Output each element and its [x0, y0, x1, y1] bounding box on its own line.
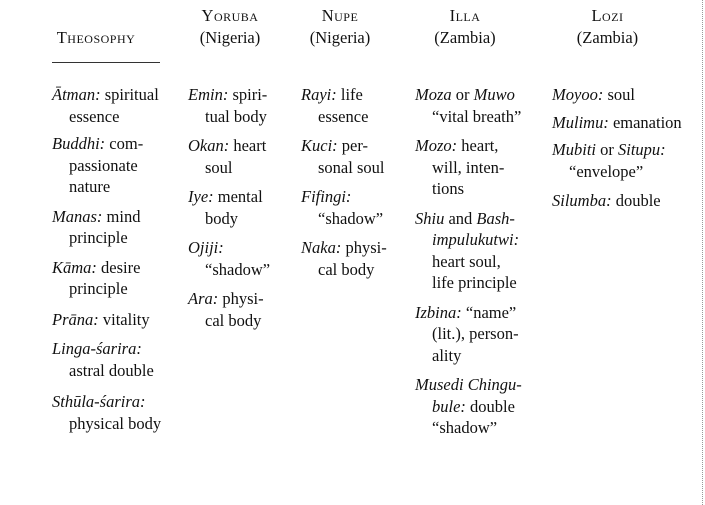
term-entry [52, 133, 161, 198]
entry-continuation-line [415, 272, 522, 294]
term-definition: “shadow” [432, 418, 498, 437]
entry-first-line [52, 84, 161, 106]
term-entry [188, 84, 270, 127]
column-header-1 [40, 27, 152, 49]
table-column-1 [52, 84, 161, 434]
term-definition: mental [213, 187, 263, 206]
term-definition: “shadow” [205, 259, 271, 279]
table-column-2 [188, 84, 270, 331]
column-header-4 [410, 5, 520, 49]
column-header-country: (Nigeria) [309, 28, 371, 47]
entry-first-line [301, 186, 387, 208]
entry-first-line [415, 208, 522, 230]
term-definition: principle [69, 279, 128, 298]
native-term: Okan: [188, 136, 230, 155]
entry-first-line [301, 237, 387, 259]
header-rule [52, 62, 160, 63]
native-term: Bash- [476, 208, 515, 228]
entry-continuation-line [415, 323, 522, 345]
term-entry [52, 338, 161, 381]
term-definition: life [336, 85, 363, 104]
entry-continuation-line [188, 157, 270, 179]
entry-continuation-line [415, 178, 522, 200]
entry-first-line [52, 338, 161, 360]
native-term: Moyoo: [552, 85, 604, 104]
entry-continuation-line [301, 259, 387, 281]
native-term: Sthūla-śarira: [52, 392, 146, 411]
term-entry [415, 208, 522, 294]
entry-first-line [52, 391, 161, 413]
entry-continuation-line [415, 417, 522, 439]
entry-continuation-line [301, 157, 387, 179]
entry-continuation-line [52, 360, 161, 382]
native-term: Kāma: [52, 257, 97, 277]
term-entry [301, 84, 387, 127]
term-definition: body [205, 208, 238, 228]
column-header-country: (Nigeria) [199, 28, 261, 47]
entry-first-line [52, 309, 161, 331]
entry-first-line [52, 257, 161, 279]
term-entry [52, 391, 161, 434]
entry-first-line [415, 84, 522, 106]
entry-first-line [188, 135, 270, 157]
column-header-name: Nupe [321, 6, 359, 25]
entry-continuation-line [415, 251, 522, 273]
native-term: Ara: [188, 289, 219, 308]
term-definition: physi- [341, 238, 387, 257]
entry-continuation-line [415, 106, 522, 128]
term-definition: essence [318, 106, 369, 126]
entry-first-line [552, 84, 682, 106]
native-term: Rayi: [301, 85, 337, 104]
term-definition: spiritual [100, 85, 159, 104]
native-term: Manas: [52, 206, 103, 226]
term-definition: nature [69, 177, 111, 196]
term-definition: (lit.), person- [432, 324, 519, 343]
term-entry [188, 135, 270, 178]
term-entry [552, 190, 682, 212]
native-term: Kuci: [301, 136, 338, 155]
entry-continuation-line [52, 106, 161, 128]
entry-first-line [52, 206, 161, 228]
term-definition: soul [603, 85, 635, 104]
term-definition: com- [105, 134, 144, 153]
column-header-country: (Zambia) [434, 28, 496, 47]
entry-continuation-line [415, 396, 522, 418]
entry-first-line [415, 374, 522, 396]
page-edge [696, 0, 703, 505]
term-definition: astral double [69, 360, 154, 380]
native-term: Silumba: [552, 191, 612, 210]
term-entry [552, 84, 682, 106]
term-definition: “name” [461, 302, 517, 322]
native-term: Prāna: [52, 309, 99, 329]
term-entry [301, 135, 387, 178]
term-definition: passionate [69, 155, 138, 175]
entry-first-line [415, 135, 522, 157]
term-entry [52, 257, 161, 300]
entry-first-line [415, 302, 522, 324]
term-definition: or [596, 140, 618, 159]
term-definition: physi- [218, 289, 264, 308]
term-definition: heart soul, [432, 251, 501, 271]
entry-continuation-line [188, 106, 270, 128]
column-header-3 [290, 5, 390, 49]
term-definition: cal body [205, 310, 262, 330]
term-definition: vitality [98, 309, 150, 329]
term-definition: ality [432, 345, 462, 365]
entry-continuation-line [52, 413, 161, 435]
entry-continuation-line [552, 161, 682, 183]
term-definition: will, inten- [432, 157, 505, 177]
term-definition: desire [96, 257, 141, 277]
table-column-4 [415, 84, 522, 439]
term-definition: or [451, 85, 474, 104]
native-term: Muwo [473, 85, 515, 104]
term-definition: “vital breath” [432, 106, 522, 126]
native-term: Mulimu: [552, 112, 609, 132]
column-header-5 [545, 5, 670, 49]
native-term: Linga-śarira: [52, 339, 142, 358]
entry-continuation-line [301, 106, 387, 128]
term-entry [415, 374, 522, 439]
term-definition: heart, [457, 136, 499, 155]
native-term: Iye: [188, 187, 214, 206]
term-definition: heart [229, 136, 267, 155]
term-definition: tual body [205, 106, 267, 126]
table-column-3 [301, 84, 387, 280]
native-term: bule: [432, 396, 466, 416]
native-term: Mubiti [552, 140, 596, 159]
native-term: Emin: [188, 85, 229, 104]
entry-first-line [301, 135, 387, 157]
column-header-name: Theosophy [56, 28, 136, 47]
entry-first-line [188, 186, 270, 208]
term-entry [552, 139, 682, 182]
term-definition: soul [205, 157, 233, 177]
native-term: Moza [415, 85, 452, 104]
entry-continuation-line [188, 208, 270, 230]
column-header-country: (Zambia) [576, 28, 639, 47]
term-definition: “envelope” [569, 161, 644, 181]
term-definition: essence [69, 106, 120, 126]
entry-first-line [301, 84, 387, 106]
term-definition: and [444, 208, 477, 228]
term-definition: life principle [432, 273, 517, 292]
native-term: Buddhi: [52, 134, 106, 153]
entry-first-line [188, 237, 270, 259]
column-header-name: Lozi [591, 6, 624, 25]
entry-continuation-line [52, 176, 161, 198]
entry-first-line [52, 133, 161, 155]
term-definition: mind [102, 206, 141, 226]
term-definition: emanation [608, 112, 682, 132]
term-entry [301, 237, 387, 280]
entry-first-line [552, 139, 682, 161]
term-definition: “shadow” [318, 208, 384, 228]
term-definition: cal body [318, 259, 375, 279]
term-entry [301, 186, 387, 229]
term-entry [52, 206, 161, 249]
native-term: Situpu: [618, 140, 666, 159]
term-entry [552, 112, 682, 134]
column-header-name: Yoruba [201, 6, 259, 25]
entry-first-line [552, 190, 682, 212]
column-header-2 [180, 5, 280, 49]
entry-continuation-line [415, 229, 522, 251]
native-term: Fifingi: [301, 187, 352, 206]
term-definition: principle [69, 228, 128, 247]
table-column-5 [552, 84, 682, 212]
term-entry [188, 186, 270, 229]
native-term: Ātman: [52, 85, 101, 104]
native-term: impulukutwi: [432, 230, 520, 249]
native-term: Izbina: [415, 302, 462, 322]
entry-continuation-line [415, 345, 522, 367]
term-entry [415, 135, 522, 200]
term-entry [188, 288, 270, 331]
entry-continuation-line [301, 208, 387, 230]
native-term: Mozo: [415, 136, 458, 155]
entry-continuation-line [188, 259, 270, 281]
entry-continuation-line [52, 227, 161, 249]
term-definition: double [611, 191, 661, 210]
term-definition: per- [337, 136, 369, 155]
column-header-name: Illa [449, 6, 481, 25]
term-definition: spiri- [228, 85, 268, 104]
term-entry [415, 84, 522, 127]
term-entry [52, 309, 161, 331]
native-term: Musedi Chingu- [415, 375, 522, 394]
native-term: Shiu [415, 208, 445, 228]
term-entry [188, 237, 270, 280]
term-definition: double [465, 396, 515, 416]
native-term: Naka: [301, 238, 342, 257]
entry-continuation-line [188, 310, 270, 332]
entry-continuation-line [52, 155, 161, 177]
term-definition: tions [432, 179, 465, 198]
entry-first-line [188, 288, 270, 310]
entry-first-line [552, 112, 682, 134]
entry-continuation-line [415, 157, 522, 179]
entry-continuation-line [52, 278, 161, 300]
term-definition: physical body [69, 413, 162, 433]
term-definition: sonal soul [318, 157, 385, 177]
entry-first-line [188, 84, 270, 106]
term-entry [415, 302, 522, 367]
term-entry [52, 84, 161, 127]
native-term: Ojiji: [188, 238, 224, 257]
